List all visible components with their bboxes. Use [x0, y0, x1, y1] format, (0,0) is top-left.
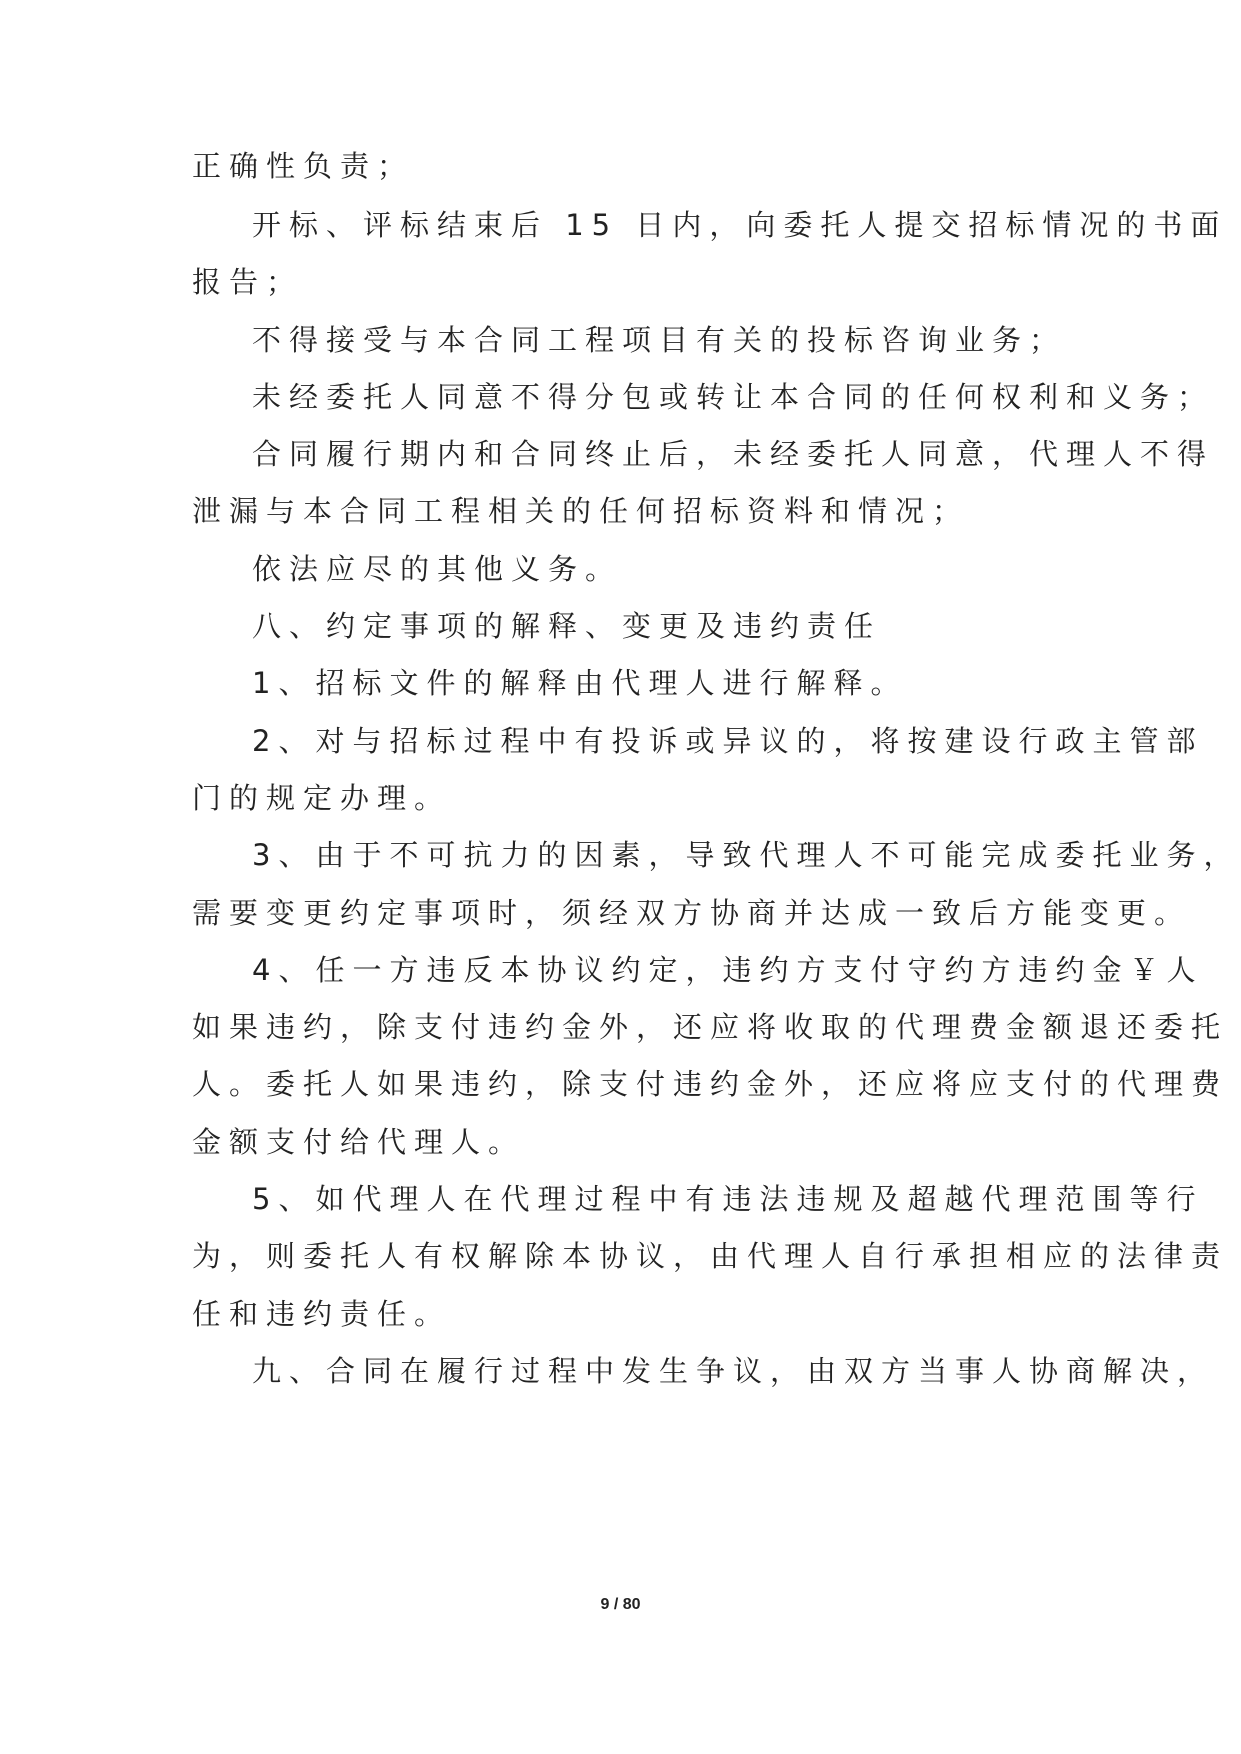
text-line-11: 2、对与招标过程中有投诉或异议的，将按建设行政主管部	[252, 724, 1204, 758]
text-line-4: 不得接受与本合同工程项目有关的投标咨询业务；	[252, 323, 1067, 357]
text-line-19: 5、如代理人在代理过程中有违法违规及超越代理范围等行	[252, 1182, 1204, 1216]
text-line-21: 任和违约责任。	[192, 1297, 452, 1331]
text-line-18: 金额支付给代理人。	[192, 1125, 526, 1159]
text-line-20: 为，则委托人有权解除本协议，由代理人自行承担相应的法律责	[192, 1239, 1229, 1273]
section-heading-8: 八、约定事项的解释、变更及违约责任	[252, 609, 882, 643]
text-line-5: 未经委托人同意不得分包或转让本合同的任何权利和义务；	[252, 380, 1215, 414]
text-line-14: 需要变更约定事项时，须经双方协商并达成一致后方能变更。	[192, 896, 1192, 930]
text-line-12: 门的规定办理。	[192, 781, 452, 815]
text-line-13: 3、由于不可抗力的因素，导致代理人不可能完成委托业务，	[252, 838, 1241, 872]
text-line-15: 4、任一方违反本协议约定，违约方支付守约方违约金￥人	[252, 953, 1204, 987]
text-line-8: 依法应尽的其他义务。	[252, 552, 623, 586]
text-line-10: 1、招标文件的解释由代理人进行解释。	[252, 666, 908, 700]
text-line-17: 人。委托人如果违约，除支付违约金外，还应将应支付的代理费	[192, 1067, 1229, 1101]
section-heading-9: 九、合同在履行过程中发生争议，由双方当事人协商解决，	[252, 1354, 1215, 1388]
text-line-16: 如果违约，除支付违约金外，还应将收取的代理费金额退还委托	[192, 1010, 1229, 1044]
text-line-1: 正确性负责；	[192, 149, 415, 183]
text-line-7: 泄漏与本合同工程相关的任何招标资料和情况；	[192, 494, 970, 528]
text-line-3: 报告；	[192, 265, 304, 299]
text-line-6: 合同履行期内和合同终止后，未经委托人同意，代理人不得	[252, 437, 1215, 471]
page-number: 9 / 80	[600, 1596, 641, 1613]
text-line-2: 开标、评标结束后 15 日内，向委托人提交招标情况的书面	[252, 208, 1228, 242]
